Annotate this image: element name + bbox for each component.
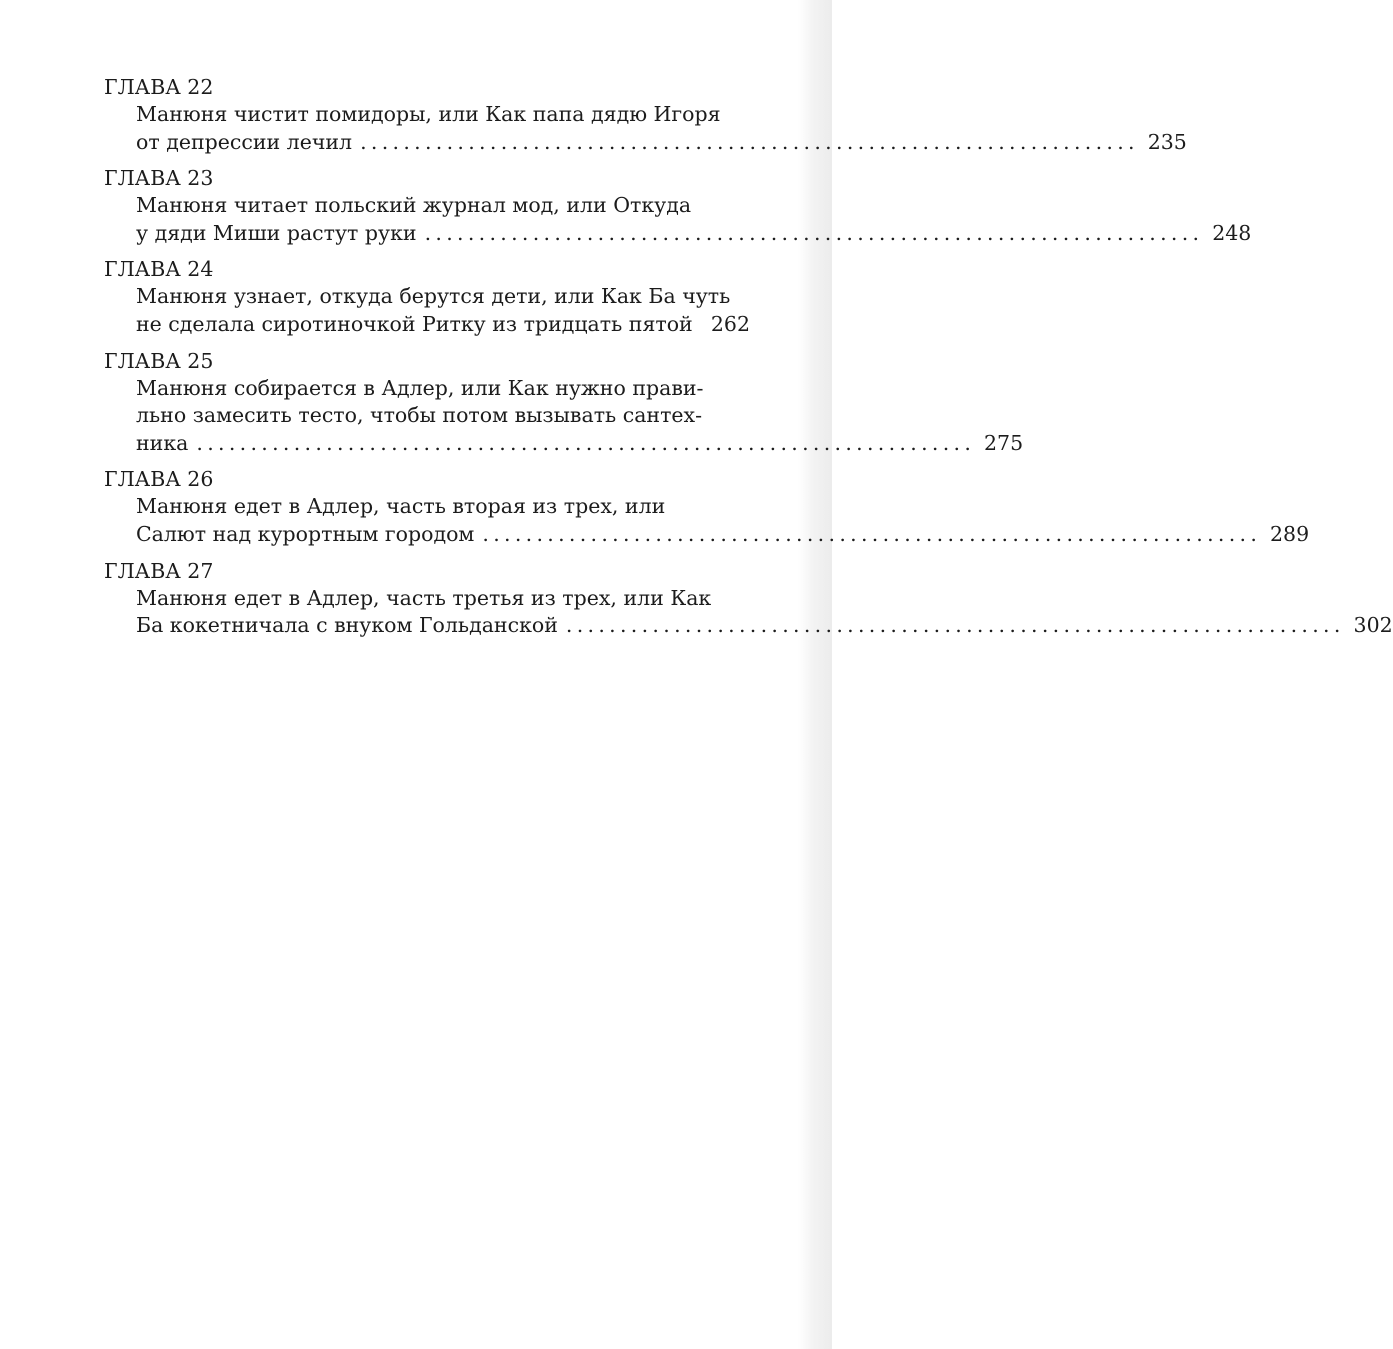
chapter-title-text: Салют над курортным городом [136, 521, 475, 546]
table-of-contents [104, 74, 1393, 649]
chapter-title-last-line [136, 129, 1187, 157]
page-number: 289 [1270, 521, 1310, 546]
chapter-title-line: Манюня едет в Адлер, часть третья из трех, или Как [136, 585, 712, 610]
chapter-title-line: Манюня читает польский журнал мод, или Откуда [136, 193, 692, 218]
chapter-title-text: у дяди Миши растут руки [136, 220, 417, 245]
chapter-title-text: от депрессии лечил [136, 129, 353, 154]
chapter-title-last-line [136, 220, 1252, 248]
page-number: 262 [710, 311, 750, 336]
toc-entry [104, 74, 1187, 156]
chapter-heading: ГЛАВА 27 [104, 558, 214, 583]
chapter-heading: ГЛАВА 22 [104, 75, 214, 99]
dot-leader: ........................................................................ [424, 220, 1204, 245]
chapter-title-last-line [136, 612, 1393, 640]
page-number: 302 [1353, 613, 1393, 638]
chapter-heading: ГЛАВА 26 [104, 467, 214, 492]
chapter-title-line: льно замесить тесто, чтобы потом вызывать сантех- [136, 403, 703, 428]
chapter-title-line: Манюня собирается в Адлер, или Как нужно прави- [136, 375, 704, 400]
dot-leader: ........................................................................ [565, 613, 1345, 638]
chapter-title-text: не сделала сиротиночкой Ритку из тридцать пятой [136, 311, 693, 336]
chapter-title-line: Манюня чистит помидоры, или Как папа дядю Игоря [136, 102, 721, 126]
dot-leader: ........................................................................ [482, 521, 1262, 546]
chapter-heading: ГЛАВА 25 [104, 348, 214, 373]
chapter-title-last-line [136, 521, 1310, 549]
chapter-title-text: ника [136, 430, 189, 455]
chapter-heading: ГЛАВА 24 [104, 257, 214, 282]
toc-entry [104, 256, 750, 338]
toc-entry [104, 466, 1310, 548]
toc-entry [104, 165, 1252, 247]
chapter-title-text: Ба кокетничала с внуком Гольданской [136, 613, 558, 638]
chapter-heading: ГЛАВА 23 [104, 166, 214, 191]
page-number: 275 [984, 430, 1024, 455]
toc-entry [104, 558, 1393, 640]
chapter-title-line: Манюня узнает, откуда берутся дети, или Как Ба чуть [136, 284, 731, 309]
chapter-title-line: Манюня едет в Адлер, часть вторая из трех, или [136, 494, 666, 519]
dot-leader: ........................................................................ [196, 430, 976, 455]
dot-leader: ........................................................................ [360, 129, 1139, 154]
page-number: 248 [1212, 220, 1252, 245]
chapter-title-last-line [136, 430, 1024, 458]
chapter-title-last-line [136, 311, 750, 339]
page-edge-shadow [798, 0, 832, 1349]
toc-entry [104, 348, 1024, 458]
page-number: 235 [1147, 129, 1187, 154]
